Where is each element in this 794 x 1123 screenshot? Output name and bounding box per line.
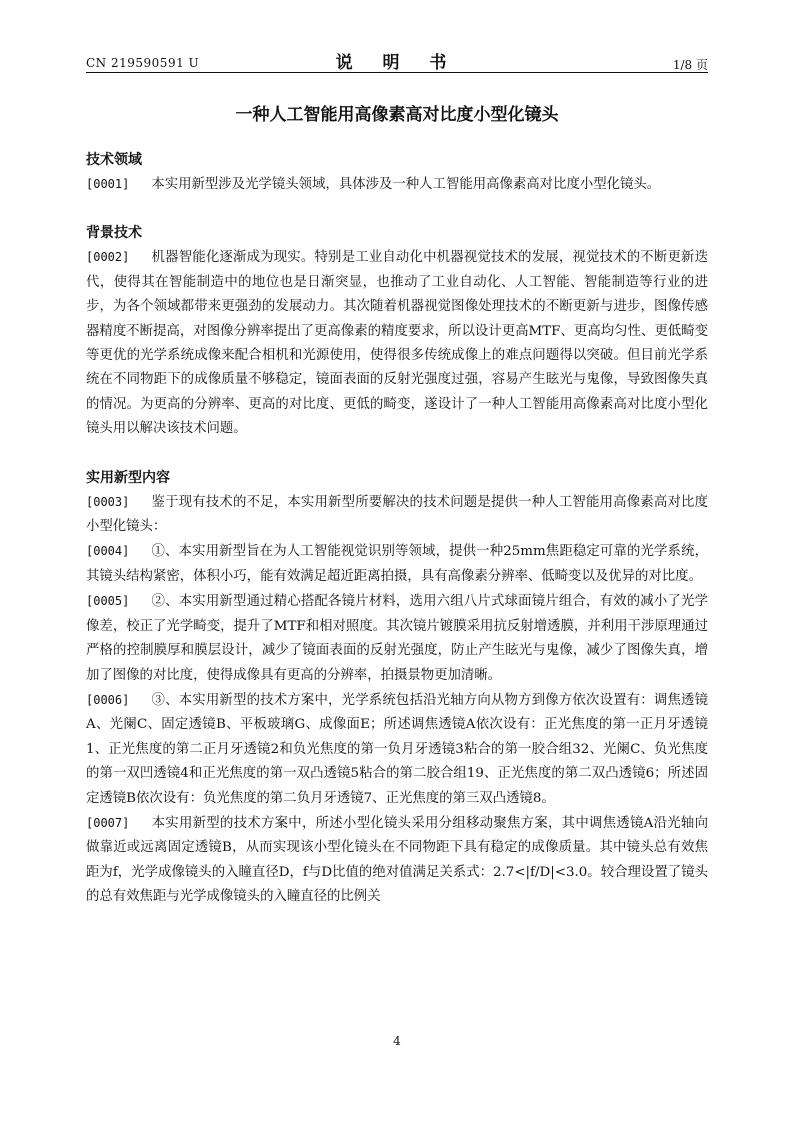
section-utility-content xyxy=(86,466,708,910)
paragraph-number: [0004] xyxy=(86,544,130,559)
page-info: 1/8 页 xyxy=(672,58,708,72)
paragraph xyxy=(86,811,708,910)
paragraph-text: 鉴于现有技术的不足，本实用新型所要解决的技术问题是提供一种人工智能用高像素高对比度小型化镜头： xyxy=(86,494,708,535)
document-body xyxy=(86,148,708,910)
section-heading: 背景技术 xyxy=(86,225,142,242)
paragraph-text: ②、本实用新型通过精心搭配各镜片材料，选用六组八片式球面镜片组合，有效的减小了光学像差，校正了光学畸变，提升了MTF和相对照度。其次镜片镀膜采用抗反射增透膜，并利用干涉原理通过严格的控制膜厚和膜层设计，减少了镜面表面的反射光强度，防止产生眩光与鬼像，减少了图像失真，增加了图像的对比度，使得成像具有更高的分辨率，拍摄景物更加清晰。 xyxy=(86,594,708,683)
paragraph xyxy=(86,490,708,540)
paragraph-number: [0007] xyxy=(86,815,130,830)
section-background xyxy=(86,221,708,441)
paragraph xyxy=(86,589,708,688)
paragraph-number: [0005] xyxy=(86,594,130,609)
section-technical-field xyxy=(86,148,708,197)
paragraph-text: 本实用新型的技术方案中，所述小型化镜头采用分组移动聚焦方案，其中调焦透镜A沿光轴向做靠近或远离固定透镜B，从而实现该小型化镜头在不同物距下具有稳定的成像质量。其中镜头总有效焦距为f，光学成像镜头的入瞳直径D，f与D比值的绝对值满足关系式：2.7<|f/D|<3.0。较合理设置了镜头的总有效焦距与光学成像镜头的入瞳直径的比例关 xyxy=(86,815,708,905)
header-divider xyxy=(86,72,708,73)
page-number: 4 xyxy=(393,1034,401,1048)
paragraph-number: [0006] xyxy=(86,692,130,707)
document-type: 说 明 书 xyxy=(335,53,459,73)
paragraph-number: [0001] xyxy=(86,177,130,191)
paragraph-number: [0003] xyxy=(86,494,130,509)
paragraph xyxy=(86,172,708,197)
paragraph-text: 机器智能化逐渐成为现实。特别是工业自动化中机器视觉技术的发展，视觉技术的不断更新迭代，使得其在智能制造中的地位也是日渐突显，也推动了工业自动化、人工智能、智能制造等行业的进步，为各个领域都带来更强劲的发展动力。其次随着机器视觉图像处理技术的不断更新与进步，图像传感器精度不断提高，对图像分辨率提出了更高像素的精度要求，所以设计更高MTF、更高均匀性、更低畸变等更优的光学系统成像来配合相机和光源使用，使得很多传统成像上的难点问题得以突破。但目前光学系统在不同物距下的成像质量不够稳定，镜面表面的反射光强度过强，容易产生眩光与鬼像，导致图像失真的情况。为更高的分辨率、更高的对比度、更低的畸变，遂设计了一种人工智能用高像素高对比度小型化镜头用以解决该技术问题。 xyxy=(86,250,708,437)
paragraph-text: ③、本实用新型的技术方案中，光学系统包括沿光轴方向从物方到像方依次设置有：调焦透镜A、光阑C、固定透镜B、平板玻璃G、成像面E；所述调焦透镜A依次设有：正光焦度的第一正月牙透镜1、正光焦度的第二正月牙透镜2和负光焦度的第一负月牙透镜3粘合的第一胶合组32、光阑C、负光焦度的第一双凹透镜4和正光焦度的第一双凸透镜5粘合的第二胶合组19、正光焦度的第二双凸透镜6；所述固定透镜B依次设有：负光焦度的第二负月牙透镜7、正光焦度的第三双凸透镜8。 xyxy=(86,692,708,806)
page-header xyxy=(86,44,708,72)
paragraph xyxy=(86,688,708,811)
paragraph-text: ①、本实用新型旨在为人工智能视觉识别等领域，提供一种25mm焦距稳定可靠的光学系统，其镜头结构紧密，体积小巧，能有效满足超近距离拍摄，具有高像素分辨率、低畸变以及优异的对比度。 xyxy=(86,544,708,584)
paragraph-number: [0002] xyxy=(86,250,130,265)
paragraph xyxy=(86,539,708,589)
document-title: 一种人工智能用高像素高对比度小型化镜头 xyxy=(235,105,559,125)
section-heading: 实用新型内容 xyxy=(86,469,170,486)
section-heading: 技术领域 xyxy=(86,152,142,168)
paragraph-text: 本实用新型涉及光学镜头领域，具体涉及一种人工智能用高像素高对比度小型化镜头。 xyxy=(151,177,661,192)
paragraph xyxy=(86,245,708,441)
patent-number: CN 219590591 U xyxy=(86,56,200,70)
